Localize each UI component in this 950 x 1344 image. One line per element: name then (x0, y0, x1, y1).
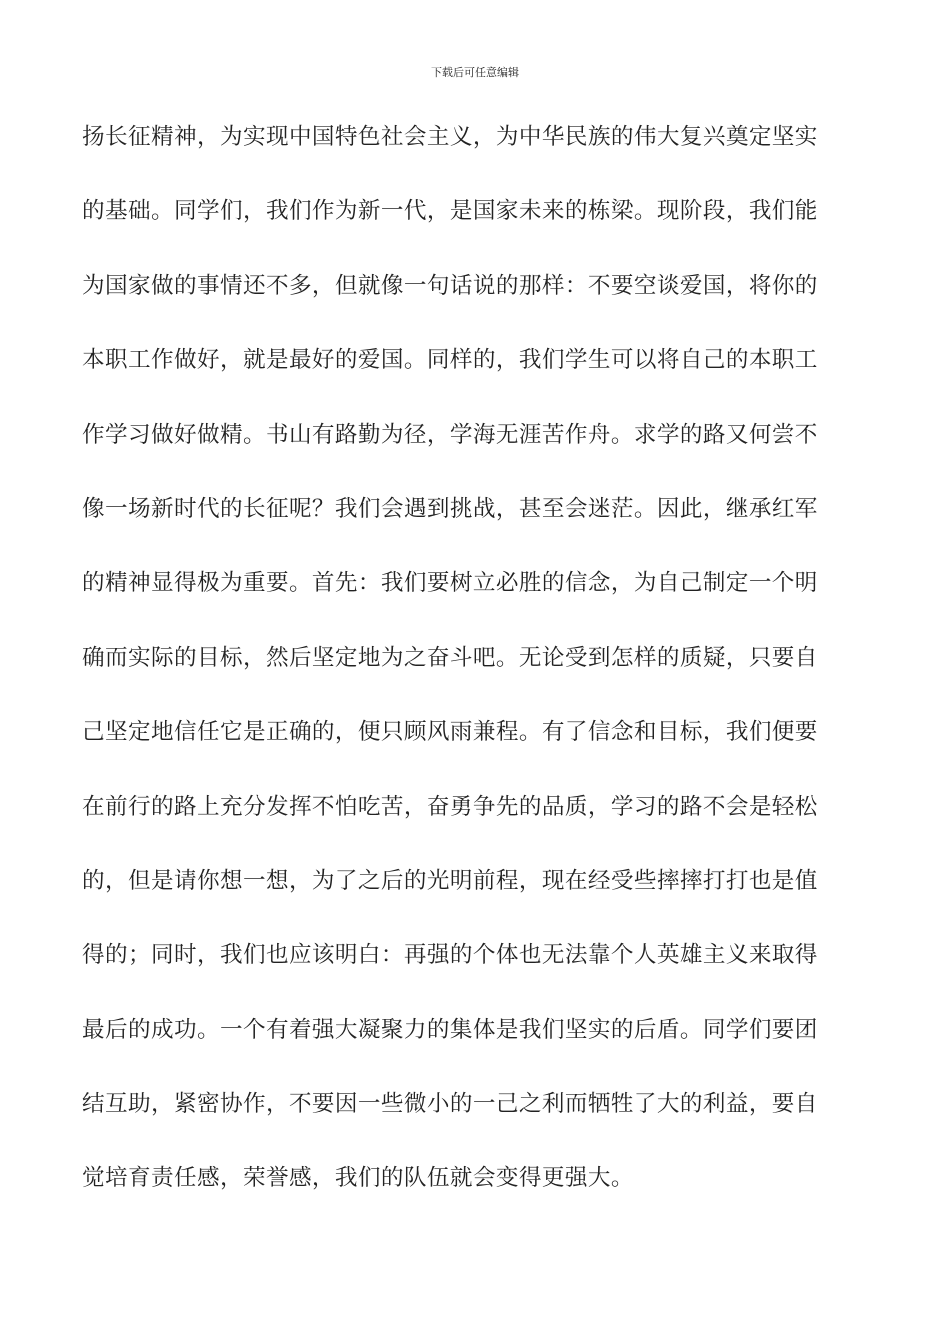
text-line: 为国家做的事情还不多，但就像一句话说的那样：不要空谈爱国，将你的 (82, 272, 818, 299)
text-line: 像一场新时代的长征呢？我们会遇到挑战，甚至会迷茫。因此，继承红军 (82, 495, 818, 522)
text-line: 的精神显得极为重要。首先：我们要树立必胜的信念，为自己制定一个明 (82, 570, 818, 597)
text-line: 最后的成功。一个有着强大凝聚力的集体是我们坚实的后盾。同学们要团 (82, 1016, 818, 1043)
text-line: 得的；同时，我们也应该明白：再强的个体也无法靠个人英雄主义来取得 (82, 942, 818, 969)
text-line: 本职工作做好，就是最好的爱国。同样的，我们学生可以将自己的本职工 (82, 347, 818, 374)
text-line: 作学习做好做精。书山有路勤为径，学海无涯苦作舟。求学的路又何尝不 (82, 421, 818, 448)
text-line: 的基础。同学们，我们作为新一代，是国家未来的栋梁。现阶段，我们能 (82, 198, 818, 225)
page-header: 下载后可任意编辑 (431, 66, 519, 79)
text-line: 的，但是请你想一想，为了之后的光明前程，现在经受些摔摔打打也是值 (82, 867, 818, 894)
text-line: 在前行的路上充分发挥不怕吃苦，奋勇争先的品质，学习的路不会是轻松 (82, 793, 818, 820)
text-line: 结互助，紧密协作，不要因一些微小的一己之利而牺牲了大的利益，要自 (82, 1091, 818, 1118)
text-line: 觉培育责任感，荣誉感，我们的队伍就会变得更强大。 (82, 1165, 634, 1192)
text-line: 扬长征精神，为实现中国特色社会主义，为中华民族的伟大复兴奠定坚实 (82, 124, 818, 150)
text-line: 己坚定地信任它是正确的，便只顾风雨兼程。有了信念和目标，我们便要 (82, 719, 818, 746)
text-line: 确而实际的目标，然后坚定地为之奋斗吧。无论受到怎样的质疑，只要自 (82, 644, 818, 671)
body-paragraph (82, 113, 882, 1229)
